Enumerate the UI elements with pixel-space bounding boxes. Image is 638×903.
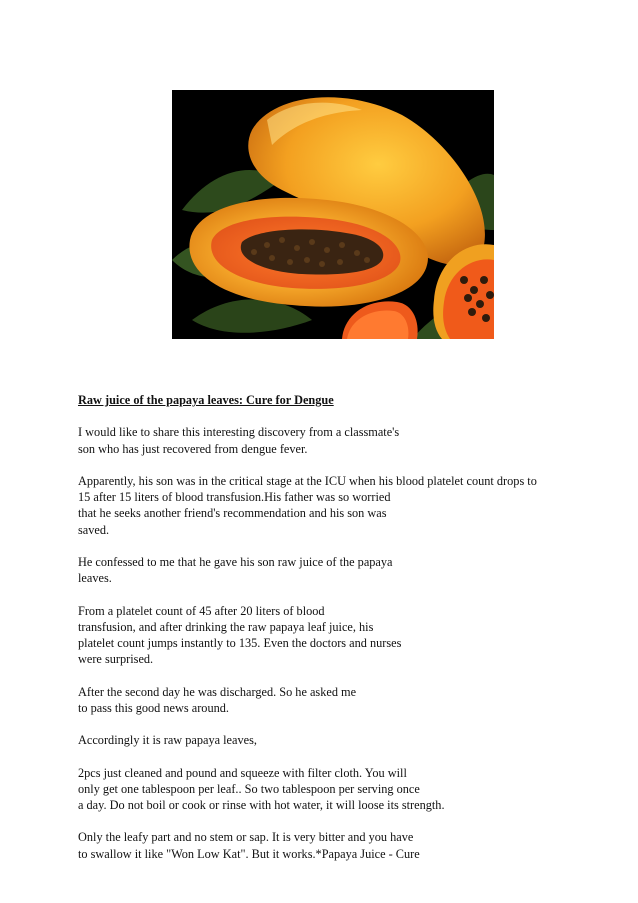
text-line: to pass this good news around. xyxy=(78,700,229,715)
text-line: Only the leafy part and no stem or sap. It is very bitter and you have xyxy=(78,830,414,845)
text-line: 2pcs just cleaned and pound and squeeze with filter cloth. You will xyxy=(78,765,407,780)
paragraph xyxy=(78,732,598,748)
text-line: were surprised. xyxy=(78,652,154,667)
text-line: platelet count jumps instantly to 135. Even the doctors and nurses xyxy=(78,635,402,650)
text-line: He confessed to me that he gave his son raw juice of the papaya xyxy=(78,554,393,569)
text-line: From a platelet count of 45 after 20 liters of blood xyxy=(78,603,325,618)
text-line: Apparently, his son was in the critical stage at the ICU when his blood platelet count drops to xyxy=(78,473,537,488)
text-line: saved. xyxy=(78,522,110,537)
article-body xyxy=(78,392,598,862)
paragraph xyxy=(78,829,598,861)
text-line: After the second day he was discharged. So he asked me xyxy=(78,684,357,699)
text-line: I would like to share this interesting discovery from a classmate's xyxy=(78,425,400,440)
papaya-photo xyxy=(172,90,494,339)
paragraph xyxy=(78,765,598,814)
text-line: leaves. xyxy=(78,571,112,586)
text-line: to swallow it like "Won Low Kat". But it works.*Papaya Juice - Cure xyxy=(78,846,420,861)
text-line: that he seeks another friend's recommendation and his son was xyxy=(78,506,387,521)
article-title: Raw juice of the papaya leaves: Cure for Dengue xyxy=(78,393,334,407)
paragraph xyxy=(78,684,598,716)
paragraph xyxy=(78,473,598,538)
paragraph xyxy=(78,554,598,586)
paragraph xyxy=(78,424,598,456)
text-line: only get one tablespoon per leaf.. So two tablespoon per serving once xyxy=(78,781,420,796)
text-line: transfusion, and after drinking the raw papaya leaf juice, his xyxy=(78,619,374,634)
papaya-illustration xyxy=(172,90,494,339)
text-line: a day. Do not boil or cook or rinse with hot water, it will loose its strength. xyxy=(78,797,445,812)
text-line: 15 after 15 liters of blood transfusion.His father was so worried xyxy=(78,490,391,505)
paragraph xyxy=(78,603,598,668)
text-line: Accordingly it is raw papaya leaves, xyxy=(78,733,257,748)
text-line: son who has just recovered from dengue fever. xyxy=(78,441,308,456)
